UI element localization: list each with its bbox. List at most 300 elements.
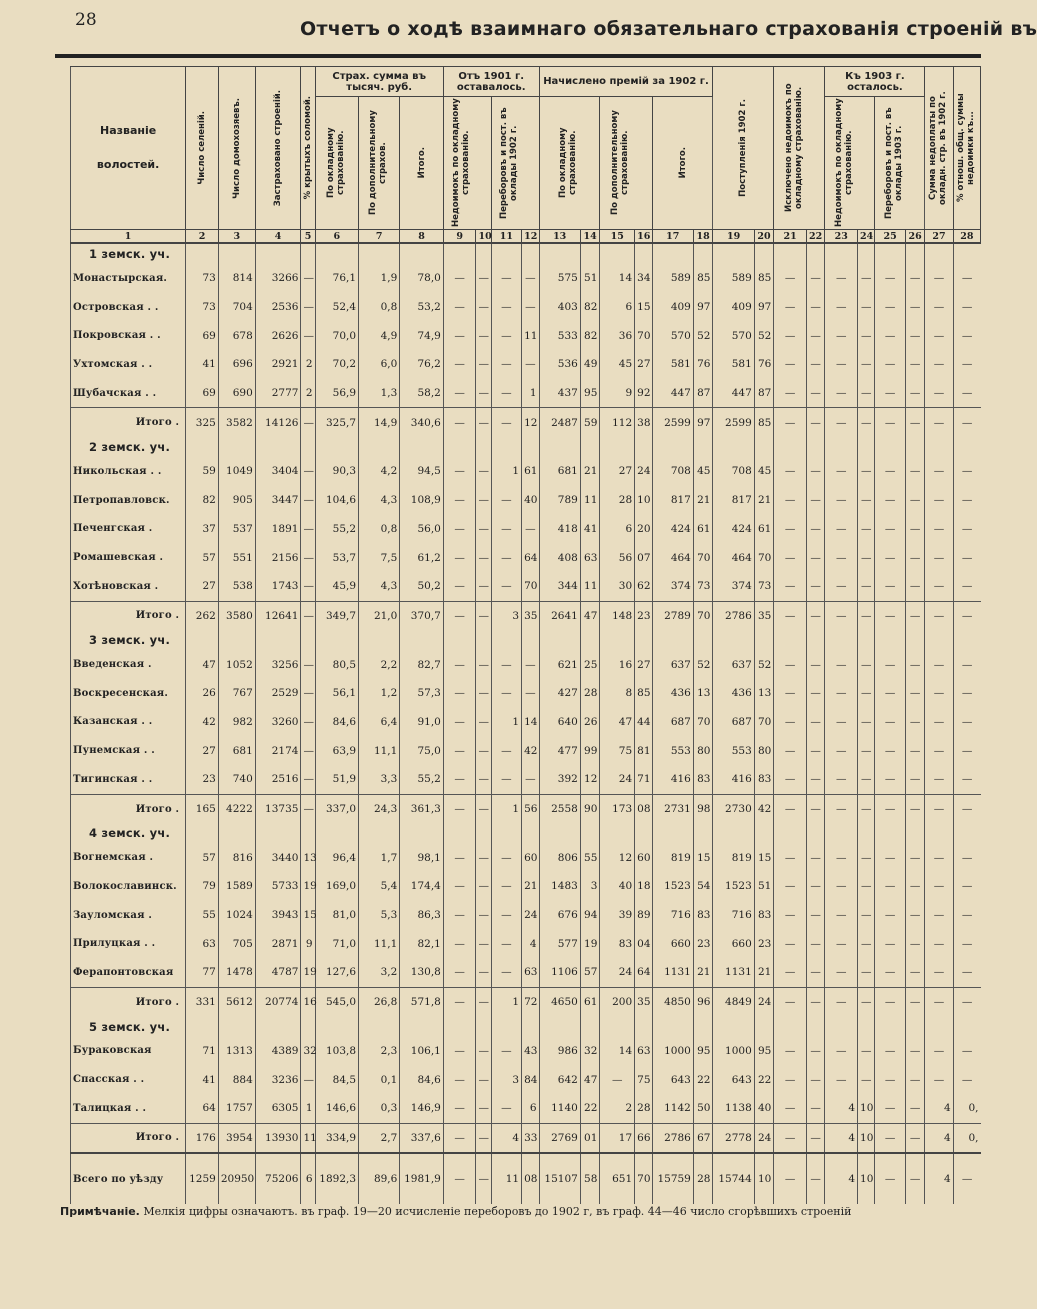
table-cell: 690 [218, 379, 255, 408]
table-cell: — [953, 958, 980, 987]
table-cell: 27 [186, 736, 219, 765]
column-number: 25 [875, 230, 905, 244]
table-cell: — [476, 843, 491, 872]
table-cell: 884 [218, 1065, 255, 1094]
empty-cell [858, 823, 875, 843]
header-sum-extra: По дополнительному страхов. [368, 110, 389, 216]
table-cell: 1138 [713, 1094, 754, 1123]
table-cell: — [953, 987, 980, 1016]
table-cell: 16 [600, 650, 635, 679]
table-cell: — [825, 1037, 858, 1066]
header-arrears-salary: Недоимокъ по окладному страхованію. [451, 98, 472, 228]
table-cell: — [905, 736, 925, 765]
table-cell: — [301, 601, 315, 630]
table-cell: — [953, 572, 980, 601]
table-cell: 63 [522, 958, 539, 987]
table-cell: — [301, 765, 315, 794]
table-cell: 59 [186, 457, 219, 486]
table-cell: 84,5 [315, 1065, 358, 1094]
table-cell: 64 [635, 958, 652, 987]
table-cell: 200 [600, 987, 635, 1016]
table-cell: 24 [600, 765, 635, 794]
table-cell: 409 [713, 293, 754, 322]
table-cell: — [905, 1094, 925, 1123]
table-cell: 70 [635, 321, 652, 350]
table-cell: 716 [652, 901, 693, 930]
empty-cell [580, 437, 600, 457]
table-cell: — [301, 486, 315, 515]
table-cell: — [858, 765, 875, 794]
table-cell: 1743 [255, 572, 301, 601]
table-cell: 73 [186, 264, 219, 293]
table-cell: 94 [580, 901, 600, 930]
table-cell: 1483 [539, 872, 580, 901]
table-cell: 54 [693, 872, 713, 901]
table-cell: 15759 [652, 1153, 693, 1204]
table-cell: — [806, 1153, 824, 1204]
table-cell: — [806, 901, 824, 930]
table-cell: 436 [652, 679, 693, 708]
table-cell: — [953, 736, 980, 765]
header-rule [55, 54, 981, 58]
empty-cell [774, 243, 807, 264]
empty-cell [713, 1017, 754, 1037]
table-cell: 174,4 [400, 872, 444, 901]
table-cell: 82 [580, 321, 600, 350]
column-number: 14 [580, 230, 600, 244]
table-cell: 1140 [539, 1094, 580, 1123]
grand-total-row [71, 1153, 981, 1204]
table-cell: 26 [580, 708, 600, 737]
table-cell: 45 [693, 457, 713, 486]
table-cell: 21,0 [359, 601, 400, 630]
table-cell: 806 [539, 843, 580, 872]
table-cell: 447 [652, 379, 693, 408]
table-cell: 58 [580, 1153, 600, 1204]
column-number: 19 [713, 230, 754, 244]
table-cell: 640 [539, 708, 580, 737]
table-cell: — [953, 843, 980, 872]
table-cell: 76,2 [400, 350, 444, 379]
table-cell: 61,2 [400, 543, 444, 572]
table-cell: 75,0 [400, 736, 444, 765]
table-cell: — [476, 736, 491, 765]
table-cell: — [925, 958, 953, 987]
table-cell: 176 [186, 1123, 219, 1153]
table-cell: 1 [491, 987, 521, 1016]
table-cell: — [476, 543, 491, 572]
empty-cell [301, 630, 315, 650]
table-cell: — [858, 379, 875, 408]
table-cell: — [875, 408, 905, 437]
table-cell: 4 [925, 1123, 953, 1153]
empty-cell [713, 823, 754, 843]
empty-cell [693, 1017, 713, 1037]
table-cell: — [875, 929, 905, 958]
table-cell: 52 [754, 321, 774, 350]
table-cell: 740 [218, 765, 255, 794]
table-cell: 2 [301, 350, 315, 379]
table-cell: 705 [218, 929, 255, 958]
table-cell: 1,9 [359, 264, 400, 293]
table-cell: — [443, 1153, 476, 1204]
empty-cell [713, 630, 754, 650]
table-cell: 21 [522, 872, 539, 901]
table-cell: 70 [754, 708, 774, 737]
table-cell: — [825, 321, 858, 350]
table-cell: 75206 [255, 1153, 301, 1204]
table-cell: — [953, 679, 980, 708]
district-name: Никольская . . [71, 457, 186, 486]
table-cell: — [491, 679, 521, 708]
column-number: 4 [255, 230, 301, 244]
table-cell: 3447 [255, 486, 301, 515]
column-number: 13 [539, 230, 580, 244]
table-cell: 361,3 [400, 794, 444, 823]
table-cell: 49 [580, 350, 600, 379]
table-cell: 14 [522, 708, 539, 737]
table-cell: — [953, 901, 980, 930]
header-name: Названіе волостей. [71, 67, 186, 230]
empty-cell [580, 243, 600, 264]
table-cell: 575 [539, 264, 580, 293]
table-cell: — [875, 650, 905, 679]
table-cell: 13 [693, 679, 713, 708]
table-cell: 19 [301, 872, 315, 901]
table-cell: 651 [600, 1153, 635, 1204]
table-cell: — [806, 708, 824, 737]
table-cell: 408 [539, 543, 580, 572]
table-cell: — [858, 1037, 875, 1066]
table-cell: 24 [522, 901, 539, 930]
table-cell: 11,1 [359, 929, 400, 958]
table-row [71, 572, 981, 601]
table-cell: 3236 [255, 1065, 301, 1094]
table-cell: 52 [693, 650, 713, 679]
table-cell: 1892,3 [315, 1153, 358, 1204]
table-row [71, 929, 981, 958]
header-to-1903: Къ 1903 г. осталось. [825, 67, 925, 97]
table-row [71, 958, 981, 987]
column-number: 24 [858, 230, 875, 244]
page-number: 28 [75, 10, 97, 30]
district-name: Хотѣновская . [71, 572, 186, 601]
table-cell: 85 [693, 264, 713, 293]
table-cell: 4850 [652, 987, 693, 1016]
column-number: 12 [522, 230, 539, 244]
empty-cell [875, 437, 905, 457]
table-cell: — [858, 929, 875, 958]
table-cell: 4849 [713, 987, 754, 1016]
table-cell: 3440 [255, 843, 301, 872]
table-cell: — [443, 515, 476, 544]
table-cell: — [491, 1037, 521, 1066]
table-cell: — [905, 293, 925, 322]
table-cell: 58,2 [400, 379, 444, 408]
table-cell: — [925, 736, 953, 765]
table-cell: — [774, 515, 807, 544]
table-cell: 817 [652, 486, 693, 515]
table-cell: — [905, 264, 925, 293]
table-cell: 5612 [218, 987, 255, 1016]
table-cell: 38 [635, 408, 652, 437]
table-cell: — [476, 457, 491, 486]
table-cell: — [476, 293, 491, 322]
empty-cell [539, 243, 580, 264]
table-cell: 424 [713, 515, 754, 544]
table-cell: 2 [301, 379, 315, 408]
table-cell: 14 [600, 1037, 635, 1066]
table-cell: 83 [693, 765, 713, 794]
table-cell: — [774, 987, 807, 1016]
empty-cell [693, 630, 713, 650]
table-cell: 3954 [218, 1123, 255, 1153]
table-cell: 53,2 [400, 293, 444, 322]
table-cell: 82,7 [400, 650, 444, 679]
empty-cell [315, 823, 358, 843]
table-cell: 15 [301, 901, 315, 930]
table-cell: — [875, 293, 905, 322]
table-cell: 5733 [255, 872, 301, 901]
table-cell: 28 [635, 1094, 652, 1123]
table-cell: 78,0 [400, 264, 444, 293]
empty-cell [953, 1017, 980, 1037]
empty-cell [491, 630, 521, 650]
table-cell: 716 [713, 901, 754, 930]
table-cell: 90,3 [315, 457, 358, 486]
empty-cell [825, 630, 858, 650]
table-cell: — [875, 794, 905, 823]
table-cell: — [443, 765, 476, 794]
table-cell: 19 [580, 929, 600, 958]
table-cell: 41 [186, 350, 219, 379]
table-cell: 63 [186, 929, 219, 958]
empty-cell [255, 243, 301, 264]
column-number: 16 [635, 230, 652, 244]
table-cell: — [443, 486, 476, 515]
empty-cell [693, 243, 713, 264]
column-number: 26 [905, 230, 925, 244]
table-cell: 2487 [539, 408, 580, 437]
table-cell: — [443, 1037, 476, 1066]
table-cell: 1,2 [359, 679, 400, 708]
table-cell: 23 [693, 929, 713, 958]
table-cell: — [806, 987, 824, 1016]
table-cell: 12641 [255, 601, 301, 630]
table-cell: — [905, 1037, 925, 1066]
empty-cell [476, 823, 491, 843]
district-name: Спасская . . [71, 1065, 186, 1094]
table-cell: — [301, 293, 315, 322]
table-cell: 84,6 [315, 708, 358, 737]
column-number: 6 [315, 230, 358, 244]
empty-cell [754, 437, 774, 457]
table-cell: 73 [754, 572, 774, 601]
table-cell: 0,3 [359, 1094, 400, 1123]
table-cell: 2778 [713, 1123, 754, 1153]
table-cell: 477 [539, 736, 580, 765]
empty-cell [301, 437, 315, 457]
empty-cell [905, 243, 925, 264]
table-cell: 13 [301, 843, 315, 872]
district-name: Прилуцкая . . [71, 929, 186, 958]
table-cell: 2730 [713, 794, 754, 823]
table-cell: — [476, 901, 491, 930]
section-title: 4 земск. уч. [71, 823, 186, 843]
table-cell: 52 [754, 650, 774, 679]
table-cell: 91,0 [400, 708, 444, 737]
table-cell: 71 [635, 765, 652, 794]
header-villages: Число селеній. [197, 111, 208, 185]
header-insured: Застраховано строеній. [273, 89, 284, 207]
table-cell: 70,2 [315, 350, 358, 379]
table-cell: — [953, 872, 980, 901]
table-cell: — [858, 293, 875, 322]
table-cell: 4650 [539, 987, 580, 1016]
table-cell: 262 [186, 601, 219, 630]
table-cell: 1589 [218, 872, 255, 901]
table-cell: 8 [600, 679, 635, 708]
table-cell: — [443, 987, 476, 1016]
table-cell: — [774, 650, 807, 679]
empty-cell [400, 630, 444, 650]
table-cell: — [905, 408, 925, 437]
table-cell: — [875, 872, 905, 901]
table-cell: — [875, 901, 905, 930]
table-cell: — [476, 572, 491, 601]
empty-cell [186, 630, 219, 650]
table-cell: — [476, 486, 491, 515]
table-cell: 681 [218, 736, 255, 765]
table-cell: — [953, 408, 980, 437]
table-cell: 4,3 [359, 486, 400, 515]
table-cell: 18 [635, 872, 652, 901]
table-cell: — [806, 958, 824, 987]
table-cell: 1981,9 [400, 1153, 444, 1204]
table-cell: 1052 [218, 650, 255, 679]
table-cell: — [806, 293, 824, 322]
table-cell: 21 [754, 958, 774, 987]
table-cell: — [774, 486, 807, 515]
table-cell: 80 [693, 736, 713, 765]
table-cell: — [858, 486, 875, 515]
table-cell: 789 [539, 486, 580, 515]
empty-cell [905, 437, 925, 457]
table-cell: — [443, 321, 476, 350]
table-cell: — [806, 736, 824, 765]
table-cell: — [905, 543, 925, 572]
empty-cell [359, 630, 400, 650]
table-cell: 374 [713, 572, 754, 601]
table-cell: 26 [186, 679, 219, 708]
table-cell: 15 [754, 843, 774, 872]
district-name: Ухтомская . . [71, 350, 186, 379]
header-prem-total: Итого. [677, 147, 688, 179]
table-cell: 3404 [255, 457, 301, 486]
table-cell: 13930 [255, 1123, 301, 1153]
empty-cell [825, 1017, 858, 1037]
table-cell: — [925, 379, 953, 408]
table-cell: — [825, 929, 858, 958]
table-cell: 56,1 [315, 679, 358, 708]
table-cell: — [925, 321, 953, 350]
table-cell: 581 [713, 350, 754, 379]
table-cell: 678 [218, 321, 255, 350]
table-row [71, 515, 981, 544]
table-cell: 173 [600, 794, 635, 823]
table-cell: 148 [600, 601, 635, 630]
table-cell: 424 [652, 515, 693, 544]
table-cell: 95 [754, 1037, 774, 1066]
district-name: Пунемская . . [71, 736, 186, 765]
section-row [71, 1017, 981, 1037]
table-cell: 643 [652, 1065, 693, 1094]
table-cell: — [476, 379, 491, 408]
table-cell: 4 [825, 1123, 858, 1153]
empty-cell [491, 243, 521, 264]
empty-cell [186, 243, 219, 264]
table-cell: — [443, 408, 476, 437]
table-cell: 80,5 [315, 650, 358, 679]
table-cell: 85 [754, 264, 774, 293]
table-cell: 81 [635, 736, 652, 765]
table-cell: 0,1 [359, 1065, 400, 1094]
table-cell: 589 [652, 264, 693, 293]
table-cell: — [600, 1065, 635, 1094]
table-cell: — [875, 457, 905, 486]
table-cell: — [774, 1153, 807, 1204]
header-overpay: Переборовъ и пост. въ оклады 1902 г. [499, 107, 520, 219]
table-cell: 905 [218, 486, 255, 515]
table-cell: — [875, 486, 905, 515]
header-excluded: Исключено недоимокъ по окладному страхованію. [784, 83, 805, 213]
table-cell: — [925, 929, 953, 958]
table-cell: 07 [635, 543, 652, 572]
header-sum-salary: По окладному страхованію. [325, 127, 346, 199]
table-cell: 6 [301, 1153, 315, 1204]
table-cell: 11 [580, 486, 600, 515]
column-number: 20 [754, 230, 774, 244]
table-cell: 1313 [218, 1037, 255, 1066]
empty-cell [858, 243, 875, 264]
empty-cell [905, 630, 925, 650]
table-cell: — [476, 1065, 491, 1094]
column-number: 27 [925, 230, 953, 244]
empty-cell [539, 437, 580, 457]
table-cell: — [443, 379, 476, 408]
table-cell: — [774, 1123, 807, 1153]
table-cell: 72 [522, 987, 539, 1016]
table-row [71, 486, 981, 515]
table-cell: 16 [301, 987, 315, 1016]
table-cell: 75 [635, 1065, 652, 1094]
table-cell: 3580 [218, 601, 255, 630]
table-cell: 0,8 [359, 293, 400, 322]
table-cell: 816 [218, 843, 255, 872]
table-cell: — [443, 601, 476, 630]
header-sum-group: Страх. сумма въ тысяч. руб. [315, 67, 443, 97]
table-cell: 817 [713, 486, 754, 515]
table-cell: — [925, 843, 953, 872]
table-cell: 57 [580, 958, 600, 987]
table-cell: 23 [635, 601, 652, 630]
table-cell: 70 [522, 572, 539, 601]
table-cell: 589 [713, 264, 754, 293]
table-body [71, 243, 981, 1204]
table-cell: 10 [858, 1094, 875, 1123]
table-cell: 5,4 [359, 872, 400, 901]
table-cell: 52 [693, 321, 713, 350]
